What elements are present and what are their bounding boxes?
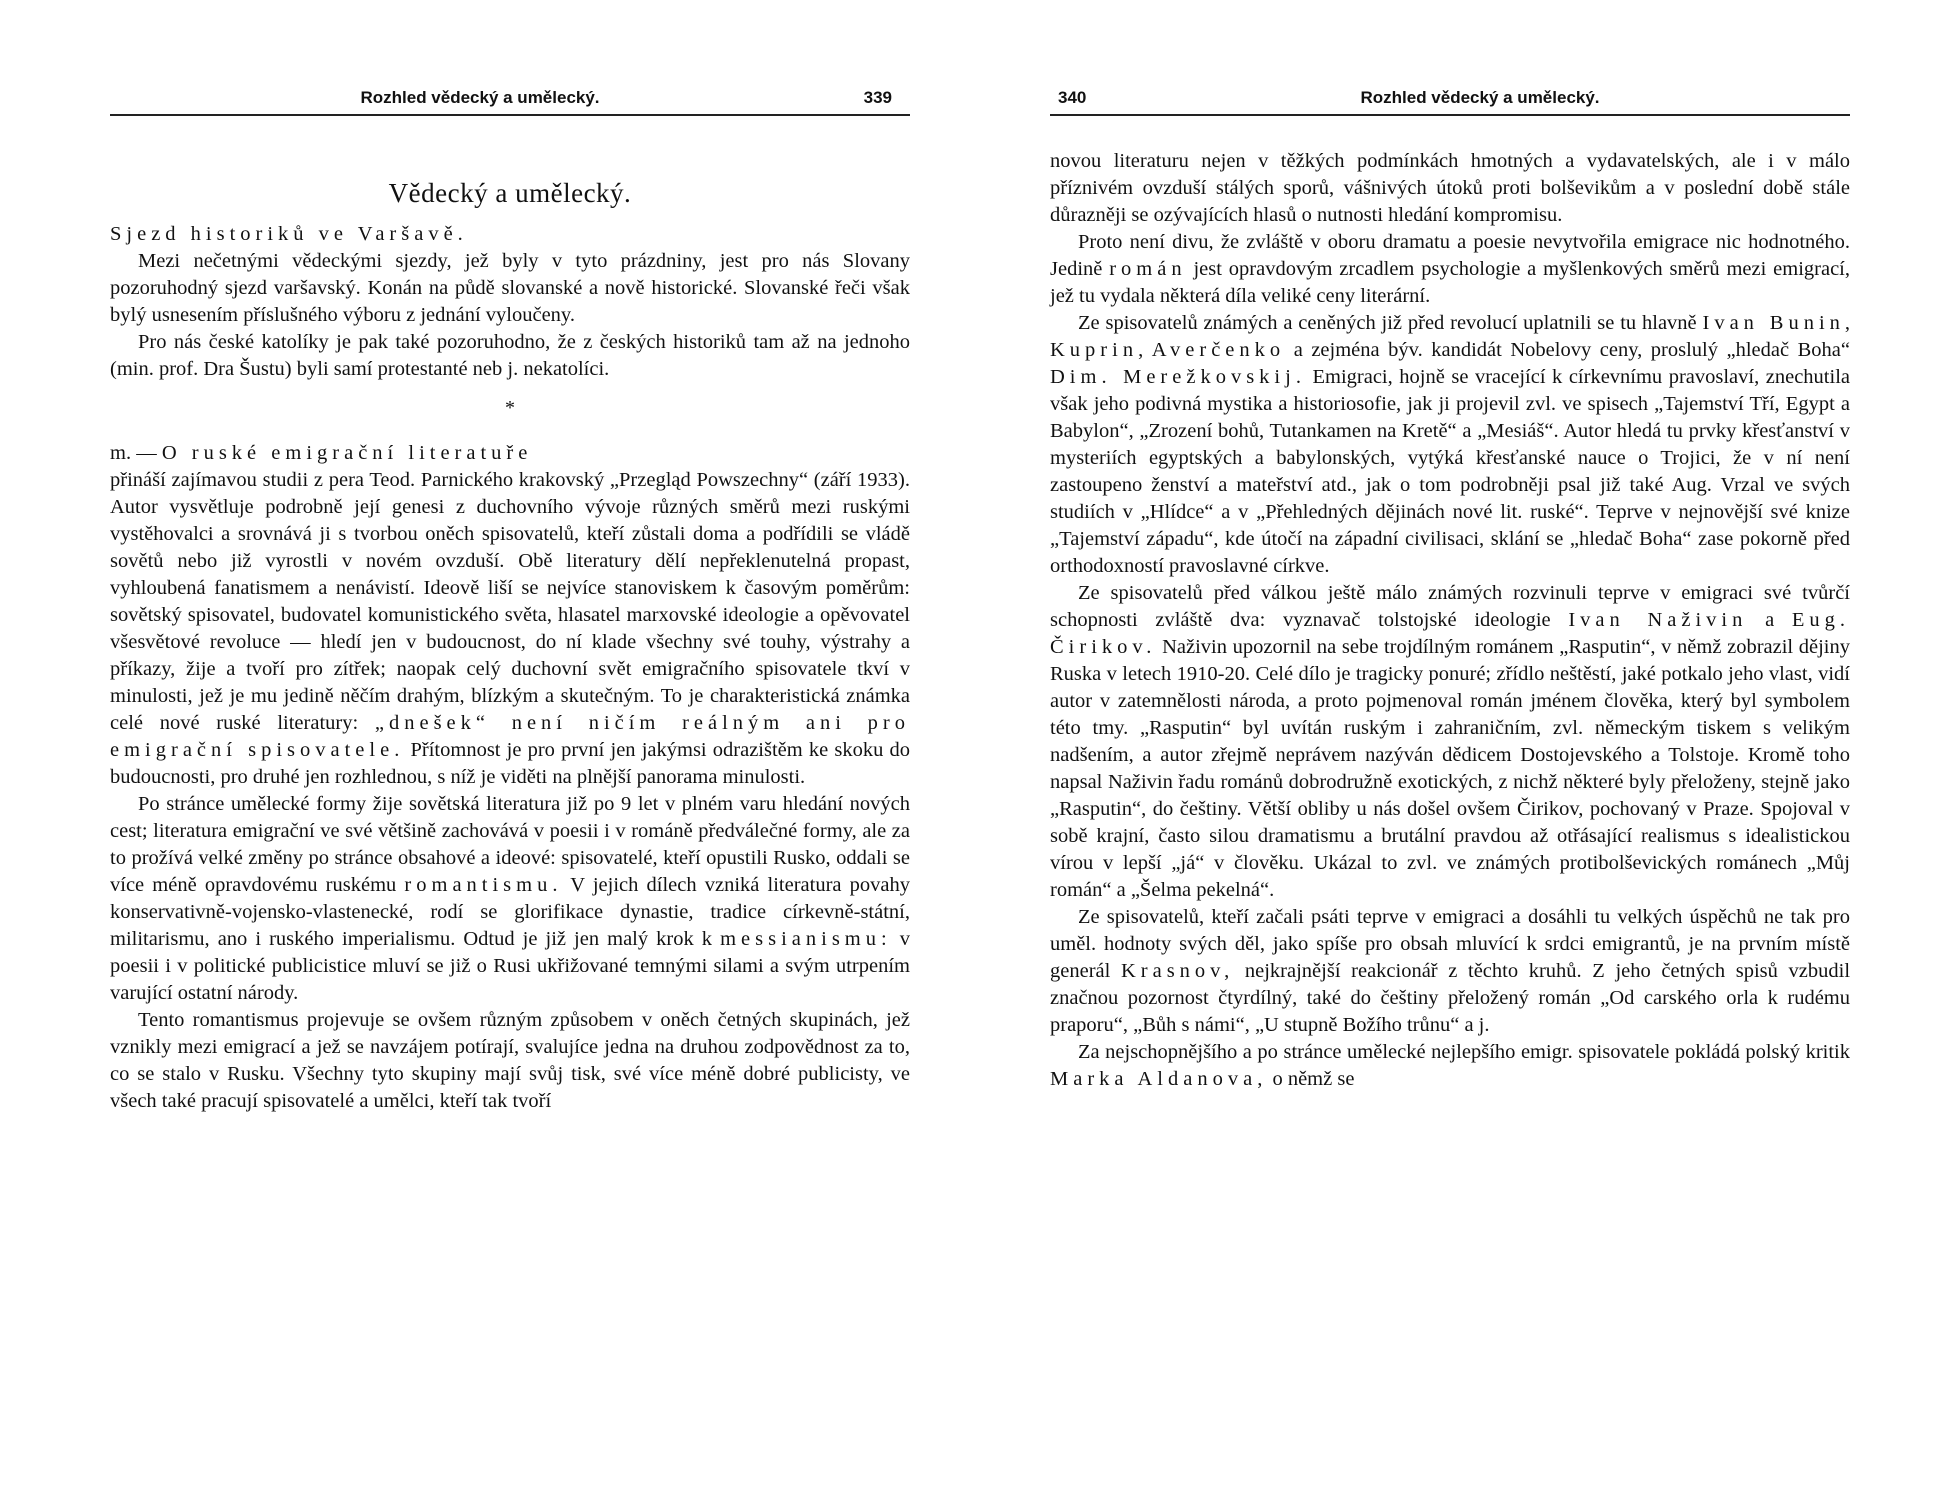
left-page — [110, 0, 910, 1500]
paragraph: Tento romantismus projevuje se ovšem různým způsobem v oněch četných skupinách, jež vznikly mezi emigrací a jež se navzájem potírají, svalujíce jedna na druhou zodpovědnost za to, co se stalo v Rusku. Všechny tyto skupiny mají svůj tisk, své více méně dobré publicisty, ve všech také pracují spisovatelé a umělci, kteří tak tvoří — [110, 1009, 910, 1112]
article-heading: Sjezd historiků ve Varšavě. — [110, 223, 468, 245]
running-head-right — [1050, 86, 1850, 116]
right-page — [1050, 0, 1850, 1500]
paragraph: Za nejschopnějšího a po stránce umělecké nejlepšího emigr. spisovatele pokládá polský kritik Marka Aldanova, o němž se — [1050, 1041, 1850, 1090]
paragraph: Ze spisovatelů známých a ceněných již před revolucí uplatnili se tu hlavně Ivan Bunin, Kuprin, Averčenko a zejména býv. kandidát Nobelovy ceny, proslulý „hledač Boha“ Dim. Merežkovskij. Emigraci, hojně se vracející k církevnímu pravoslaví, znechutila však jeho podivná mystika a historiosofie, jak ji projevil zvl. ve spisech „Tajemství Tří, Egypt a Babylon“, „Zrození bohů, Tutankamen na Kretě“ a „Mesiáš“. Autor hledá tu prvky křesťanství v mysteriích egyptských a babylonských, vytýká křesťanské nauce o Trojici, že v ní není zastoupeno ženství a mateřství atd., jak o tom podrobněji psal již také Aug. Vrzal ve svých studiích v „Hlídce“ a v „Přehledných dějinách nové lit. ruské“. Teprve v nejnovější své knize „Tajemství západu“, kde útočí na západní civilisaci, sklání se „hledač Boha“ zase pokorně před orthodoxností pravoslavné církve. — [1050, 312, 1851, 577]
article-heading: m. — O ruské emigrační literatuře — [110, 442, 533, 464]
page-number: 340 — [1058, 88, 1087, 107]
paragraph: Ze spisovatelů, kteří začali psáti teprve v emigraci a dosáhli tu velkých úspěchů ne tak pro uměl. hodnoty svých děl, jako spíše pro obsah mluvící k srdci emigrantů, je na prvním místě generál Krasnov, nejkrajnější reakcionář z těchto kruhů. Z jeho četných spisů vzbudil značnou pozornost čtyrdílný, také do češtiny přeložený román „Od carského orla k rudému praporu“, „Bůh s námi“, „U stupně Božího trůnu“ a j. — [1050, 906, 1851, 1036]
paragraph: Ze spisovatelů před válkou ještě málo známých rozvinuli teprve v emigraci své tvůrčí schopnosti zvláště dva: vyznavač tolstojské ideologie Ivan Naživin a Eug. Čirikov. Naživin upozornil na sebe trojdílným románem „Rasputin“, v němž zobrazil dějiny Ruska v letech 1910-20. Celé dílo je tragicky ponuré; zřídlo neštěstí, jaké potkalo jeho vlast, vidí autor v zatemnělosti národa, a proto pojmenoval román jménem člověka, který byl symbolem této tmy. „Rasputin“ byl uvítán ruským i zahraničním, zvl. německým tiskem s velikým nadšením, a autor zřejmě neprávem nazýván dědicem Dostojevského a Tolstoje. Kromě toho napsal Naživin řadu románů dobrodružně exotických, z nichž některé byly přeloženy, stejně jako „Rasputin“, do češtiny. Větší obliby u nás došel ovšem Čirikov, pochovaný v Praze. Spojoval v sobě krajní, často silou dramatismu a brutální pravdou až otřásající realismus s idealistickou vírou v lepší „já“ v člověku. Ukázal to zvl. ve známých protibolševických románech „Můj román“ a „Šelma pekelná“. — [1050, 582, 1851, 901]
separator: * — [505, 397, 515, 419]
running-title: Rozhled vědecký a umělecký. — [360, 88, 600, 107]
running-head-left — [110, 86, 910, 116]
paragraph: Mezi nečetnými vědeckými sjezdy, jež byly v tyto prázdniny, jest pro nás Slovany pozoruhodný sjezd varšavský. Konán na půdě slovanské a nově historické. Slovanské řeči však bylý usnesením příslušného výboru z jednání vyloučeny. — [110, 250, 910, 326]
right-body — [1050, 148, 1850, 1093]
paragraph: Pro nás české katolíky je pak také pozoruhodno, že z českých historiků tam až na jednoho (min. prof. Dra Šustu) byli samí protestanté neb j. nekatolíci. — [110, 331, 910, 380]
paragraph: Proto není divu, že zvláště v oboru dramatu a poesie nevytvořila emigrace nic hodnotného. Jedině román jest opravdovým zrcadlem psychologie a myšlenkových směrů mezi emigrací, jež tu vydala některá díla veliké ceny literární. — [1050, 231, 1851, 307]
page-number: 339 — [863, 88, 892, 107]
paragraph: novou literaturu nejen v těžkých podmínkách hmotných a vydavatelských, ale i v málo příznivém ovzduší stálých sporů, vášnivých útoků proti bolševikům a v poslední době stále důrazněji se ozývajících hlasů o nutnosti hledání kompromisu. — [1050, 150, 1850, 226]
paragraph: Po stránce umělecké formy žije sovětská literatura již po 9 let v plném varu hledání nových cest; literatura emigrační ve své většině zachovává v poesii i v románě předválečné formy, ale za to prožívá velké změny po stránce obsahové a ideové: spisovatelé, kteří opustili Rusko, oddali se více méně opravdovému ruskému romantismu. V jejich dílech vzniká literatura povahy konservativně-vojensko-vlastenecké, rodí se glorifikace dynastie, tradice církevně-státní, militarismu, ano i ruského imperialismu. Odtud je již jen malý krok k messianismu: v poesii i v politické publicistice mluví se již o Rusi ukřižované temnými silami a svým utrpením varující ostatní národy. — [110, 793, 910, 1004]
running-title: Rozhled vědecký a umělecký. — [1360, 88, 1600, 107]
section-title: Vědecký a umělecký. — [388, 178, 632, 208]
left-body — [110, 180, 910, 1115]
paragraph: přináší zajímavou studii z pera Teod. Parnického krakovský „Przegląd Powszechny“ (září 1933). Autor vysvětluje podrobně její genesi z duchovního vývoje různých směrů mezi ruskými vystěhovalci a srovnává ji s tvorbou oněch spisovatelů, kteří zůstali doma a podřídili se vládě sovětů nebo již vyrostli v novém ovzduší. Obě literatury dělí nepřeklenutelná propast, vyhloubená fanatismem a nenávistí. Ideově liší se nejvíce stanoviskem k časovým poměrům: sovětský spisovatel, budovatel komunistického světa, hlasatel marxovské ideologie a opěvovatel všesvětové revoluce — hledí jen v budoucnost, do ní klade všechny své touhy, výstrahy a příkazy, žije a tvoří pro zítřek; naopak celý duchovní svět emigračního spisovatele tkví v minulosti, jež je mu jedině něčím drahým, blízkým a skutečným. To je charakteristická známka celé nové ruské literatury: „dnešek“ není ničím reálným ani pro emigrační spisovatele. Přítomnost je pro první jen jakýmsi odrazištěm ke skoku do budoucnosti, pro druhé jen rozhlednou, s níž je viděti na plnější panorama minulosti. — [110, 469, 911, 788]
